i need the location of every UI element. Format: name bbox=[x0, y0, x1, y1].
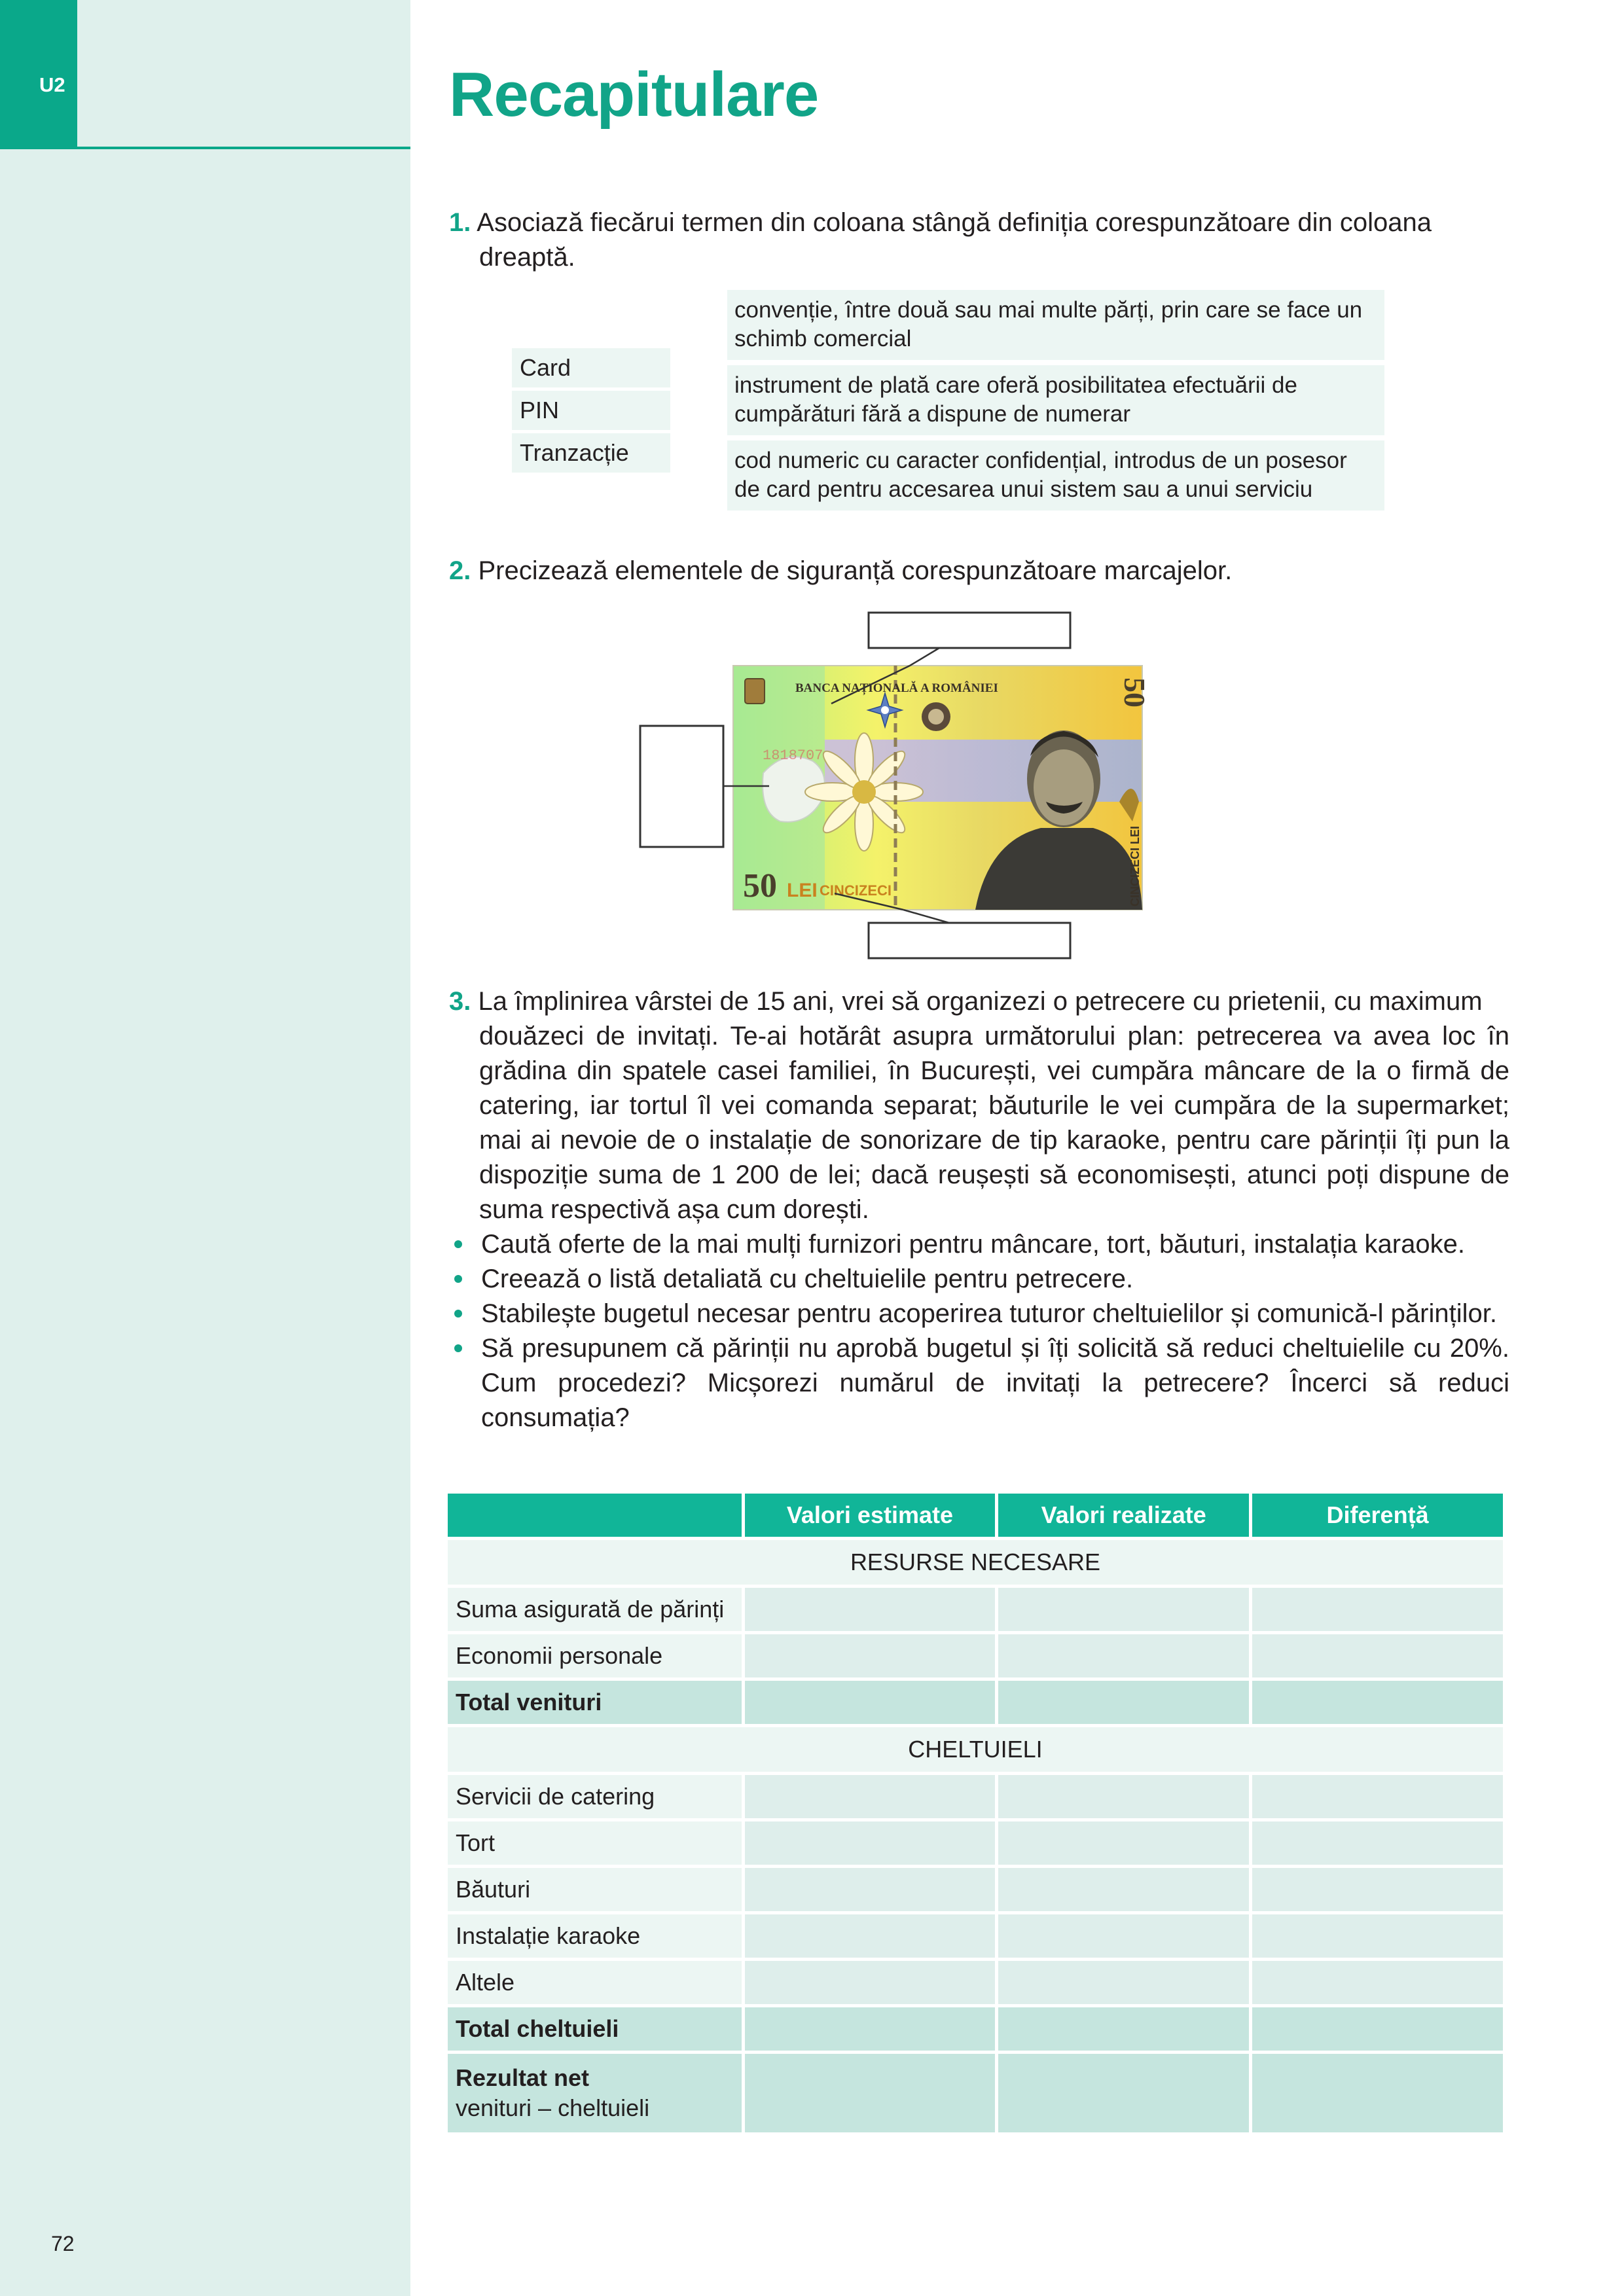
exercise-3-text: La împlinirea vârstei de 15 ani, vrei să organizezi o petrecere cu prietenii, cu maximum bbox=[478, 987, 1483, 1016]
callout-box-top bbox=[869, 613, 1070, 648]
cell-estimated[interactable] bbox=[745, 1681, 996, 1724]
table-row bbox=[448, 1868, 1503, 1911]
header-difference: Diferență bbox=[1252, 1494, 1503, 1537]
cell-estimated[interactable] bbox=[745, 1634, 996, 1677]
section-resources: RESURSE NECESARE bbox=[448, 1540, 1503, 1585]
unit-label: U2 bbox=[39, 73, 65, 96]
cell-realized[interactable] bbox=[998, 1681, 1249, 1724]
exercise-2 bbox=[449, 554, 1509, 588]
row-label: Economii personale bbox=[448, 1634, 742, 1677]
cell-difference[interactable] bbox=[1252, 1868, 1503, 1911]
page-number: 72 bbox=[51, 2232, 75, 2255]
cell-realized[interactable] bbox=[998, 1961, 1249, 2004]
cell-estimated[interactable] bbox=[745, 1821, 996, 1865]
exercise-2-number: 2. bbox=[449, 556, 471, 585]
unit-tab bbox=[0, 0, 77, 149]
cell-estimated[interactable] bbox=[745, 1914, 996, 1958]
row-label: Total venituri bbox=[448, 1681, 742, 1724]
sidebar-band bbox=[0, 0, 410, 2296]
exercise-1-number: 1. bbox=[449, 208, 471, 237]
term-tranzactie: Tranzacție bbox=[512, 433, 670, 473]
banknote-side-text: CINCIZECI LEI bbox=[1128, 825, 1142, 906]
banknote-value: 50 bbox=[743, 867, 777, 905]
terms-column bbox=[512, 348, 670, 476]
table-row bbox=[448, 1634, 1503, 1677]
cell-estimated[interactable] bbox=[745, 2054, 996, 2132]
definition-1: convenție, între două sau mai multe părți, prin care se face un schimb comercial bbox=[727, 290, 1384, 360]
cell-realized[interactable] bbox=[998, 1868, 1249, 1911]
table-row-total-expenses bbox=[448, 2007, 1503, 2051]
bullet-item: Stabilește bugetul necesar pentru acoperirea tuturor cheltuielilor și comunică-l părinților. bbox=[449, 1297, 1509, 1331]
exercise-3-text-cont: douăzeci de invitați. Te-ai hotărât asupra următorului plan: petrecerea va avea loc în grădina din spatele casei familiei, în București, vei cumpăra mâncare de la o firmă de catering, iar tortul îl vei comanda separat; băuturile le vei cumpăra de la supermarket; mai ai nevoie de o instalație de sonorizare de tip karaoke, pentru care părinții îți pun la dispoziție suma de 1 200 de lei; dacă reușești să economisești, atunci poți dispune de suma respectivă așa cum dorești. bbox=[479, 1022, 1509, 1224]
cell-difference[interactable] bbox=[1252, 1634, 1503, 1677]
term-card: Card bbox=[512, 348, 670, 387]
callout-box-left bbox=[640, 726, 723, 847]
cell-difference[interactable] bbox=[1252, 2054, 1503, 2132]
exercise-1 bbox=[449, 206, 1509, 275]
banknote-svg bbox=[635, 605, 1204, 965]
row-label: Servicii de catering bbox=[448, 1775, 742, 1818]
budget-table bbox=[444, 1490, 1506, 2136]
cell-realized[interactable] bbox=[998, 1634, 1249, 1677]
net-label-cell bbox=[448, 2054, 742, 2132]
table-row bbox=[448, 1914, 1503, 1958]
bullet-item: Să presupunem că părinții nu aprobă bugetul și îți solicită să reduci cheltuielile cu 20%. Cum procedezi? Micșorezi numărul de invitați la petrecere? Încerci să reduci consumația? bbox=[449, 1331, 1509, 1435]
cell-difference[interactable] bbox=[1252, 1914, 1503, 1958]
cell-difference[interactable] bbox=[1252, 1588, 1503, 1631]
cell-realized[interactable] bbox=[998, 2007, 1249, 2051]
net-sub-label: venituri – cheltuieli bbox=[456, 2094, 650, 2121]
callout-box-bottom bbox=[869, 923, 1070, 958]
row-label: Altele bbox=[448, 1961, 742, 2004]
cell-estimated[interactable] bbox=[745, 1961, 996, 2004]
cell-realized[interactable] bbox=[998, 1914, 1249, 1958]
cell-estimated[interactable] bbox=[745, 1588, 996, 1631]
term-pin: PIN bbox=[512, 391, 670, 430]
table-row bbox=[448, 1821, 1503, 1865]
banknote-figure bbox=[635, 605, 1204, 965]
table-row bbox=[448, 1961, 1503, 2004]
header-rule bbox=[77, 147, 410, 149]
row-label: Băuturi bbox=[448, 1868, 742, 1911]
table-row-total-income bbox=[448, 1681, 1503, 1724]
row-label: Instalație karaoke bbox=[448, 1914, 742, 1958]
table-row bbox=[448, 1775, 1503, 1818]
row-label: Suma asigurată de părinți bbox=[448, 1588, 742, 1631]
cell-difference[interactable] bbox=[1252, 1961, 1503, 2004]
bullet-item: Creează o listă detaliată cu cheltuielile pentru petrecere. bbox=[449, 1262, 1509, 1297]
table-row bbox=[448, 1588, 1503, 1631]
cell-difference[interactable] bbox=[1252, 1821, 1503, 1865]
definition-3: cod numeric cu caracter confidențial, introdus de un posesor de card pentru accesarea unui sistem sau a unui serviciu bbox=[727, 440, 1384, 511]
cell-difference[interactable] bbox=[1252, 1775, 1503, 1818]
cell-estimated[interactable] bbox=[745, 1775, 996, 1818]
table-row-net-result bbox=[448, 2054, 1503, 2132]
section-expenses: CHELTUIELI bbox=[448, 1727, 1503, 1772]
header-estimated: Valori estimate bbox=[745, 1494, 996, 1537]
cell-realized[interactable] bbox=[998, 1775, 1249, 1818]
cell-difference[interactable] bbox=[1252, 1681, 1503, 1724]
exercise-3 bbox=[449, 984, 1509, 1435]
page-title: Recapitulare bbox=[449, 60, 819, 130]
banknote-bank-name: BANCA NAȚIONALĂ A ROMÂNIEI bbox=[795, 681, 998, 695]
banknote-value-vertical: 50 bbox=[1118, 677, 1151, 708]
cell-estimated[interactable] bbox=[745, 2007, 996, 2051]
banknote-image bbox=[733, 666, 1151, 910]
banknote-lei: LEI bbox=[787, 880, 818, 901]
definitions-column bbox=[727, 290, 1384, 516]
banknote-word: CINCIZECI bbox=[820, 882, 892, 899]
bullet-item: Caută oferte de la mai mulți furnizori pentru mâncare, tort, băuturi, instalația karaoke. bbox=[449, 1227, 1509, 1262]
row-label: Total cheltuieli bbox=[448, 2007, 742, 2051]
net-label: Rezultat net bbox=[456, 2064, 590, 2091]
row-label: Tort bbox=[448, 1821, 742, 1865]
exercise-1-text: Asociază fiecărui termen din coloana stângă definiția corespunzătoare din coloana bbox=[477, 208, 1432, 237]
definition-2: instrument de plată care oferă posibilitatea efectuării de cumpărături fără a dispune de numerar bbox=[727, 365, 1384, 435]
table-header-blank bbox=[448, 1494, 742, 1537]
exercise-1-text-cont: dreaptă. bbox=[479, 243, 575, 272]
exercise-3-number: 3. bbox=[449, 987, 471, 1016]
exercise-2-text: Precizează elementele de siguranță corespunzătoare marcajelor. bbox=[478, 556, 1233, 585]
cell-estimated[interactable] bbox=[745, 1868, 996, 1911]
banknote-serial: 1818707 bbox=[763, 747, 823, 764]
header-realized: Valori realizate bbox=[998, 1494, 1249, 1537]
cell-realized[interactable] bbox=[998, 1821, 1249, 1865]
cell-realized[interactable] bbox=[998, 2054, 1249, 2132]
cell-realized[interactable] bbox=[998, 1588, 1249, 1631]
cell-difference[interactable] bbox=[1252, 2007, 1503, 2051]
exercise-3-bullets bbox=[449, 1227, 1509, 1435]
